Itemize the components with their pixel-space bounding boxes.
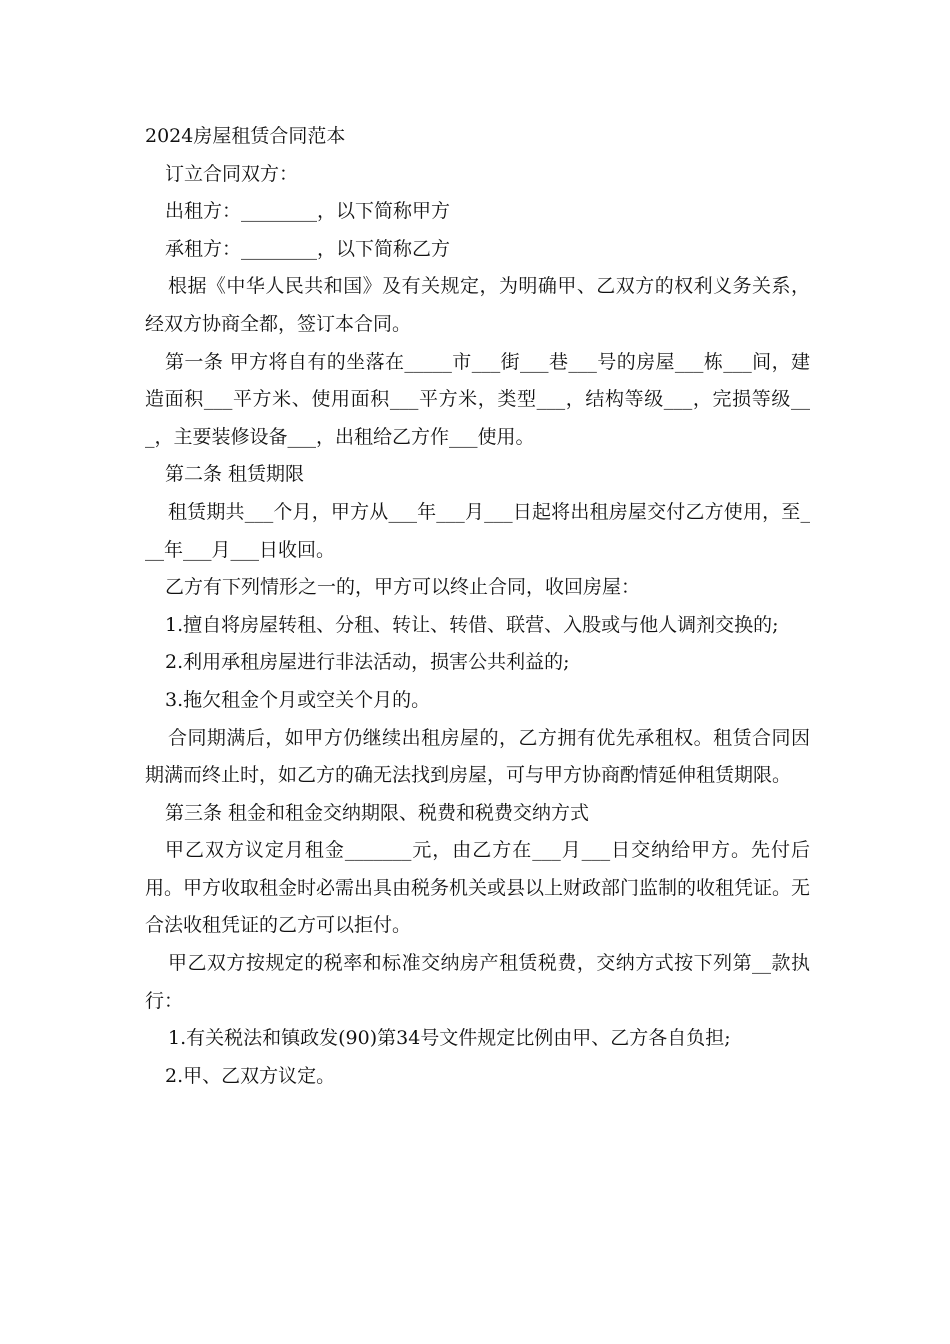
paragraph-termination-conditions: 乙方有下列情形之一的，甲方可以终止合同，收回房屋： bbox=[165, 576, 641, 599]
paragraph-taxes: 甲乙双方按规定的税率和标准交纳房产租赁税费，交纳方式按下列第__款执行： bbox=[145, 952, 810, 1012]
paragraph-lessor: 出租方：________，以下简称甲方 bbox=[165, 200, 451, 223]
paragraph-tax-option-2: 2.甲、乙双方议定。 bbox=[165, 1064, 336, 1087]
paragraph-renewal: 合同期满后，如甲方仍继续出租房屋的，乙方拥有优先承租权。租赁合同因期满而终止时，如乙方的确无法找到房屋，可与甲方协商酌情延伸租赁期限。 bbox=[145, 726, 810, 787]
paragraph-lessee: 承租方：________，以下简称乙方 bbox=[165, 237, 451, 260]
paragraph-parties-heading: 订立合同双方： bbox=[165, 162, 299, 185]
paragraph-rent: 甲乙双方议定月租金_______元，由乙方在___月___日交纳给甲方。先付后用。甲方收取租金时必需出具由税务机关或县以上财政部门监制的收租凭证。无合法收租凭证的乙方可以拒付。 bbox=[145, 839, 811, 937]
paragraph-tax-option-1: 1.有关税法和镇政发(90)第34号文件规定比例由甲、乙方各自负担; bbox=[168, 1027, 731, 1050]
paragraph-lease-term: 租赁期共___个月，甲方从___年___月___日起将出租房屋交付乙方使用，至___年___月___日收回。 bbox=[145, 500, 810, 561]
paragraph-condition-3: 3.拖欠租金个月或空关个月的。 bbox=[165, 688, 431, 711]
document-title: 2024房屋租赁合同范本 bbox=[145, 125, 346, 147]
paragraph-preamble: 根据《中华人民共和国》及有关规定，为明确甲、乙双方的权利义务关系，经双方协商全都，签订本合同。 bbox=[145, 275, 810, 335]
paragraph-article-1: 第一条 甲方将自有的坐落在_____市___街___巷___号的房屋___栋___间，建造面积___平方米、使用面积___平方米，类型___，结构等级___，完损等级___，主要装修设备___，出租给乙方作___使用。 bbox=[145, 350, 810, 448]
paragraph-condition-1: 1.擅自将房屋转租、分租、转让、转借、联营、入股或与他人调剂交换的; bbox=[165, 613, 779, 636]
paragraph-article-3-heading: 第三条 租金和租金交纳期限、税费和税费交纳方式 bbox=[165, 801, 590, 824]
paragraph-condition-2: 2.利用承租房屋进行非法活动，损害公共利益的; bbox=[165, 651, 570, 674]
paragraph-article-2-heading: 第二条 租赁期限 bbox=[165, 463, 305, 486]
document-page bbox=[145, 118, 810, 1095]
